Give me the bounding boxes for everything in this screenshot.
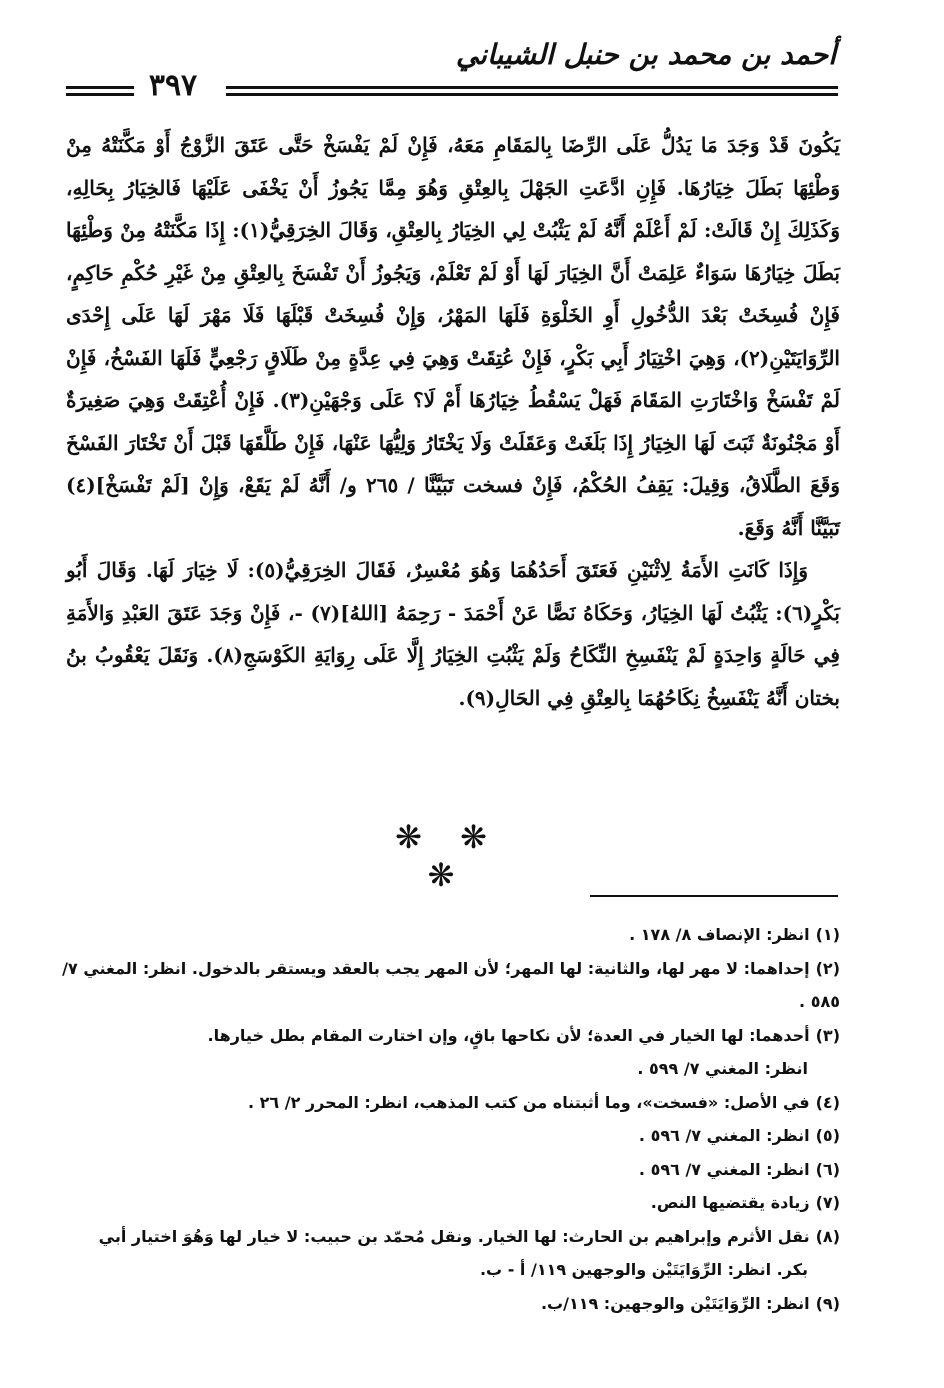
footnote	[60, 1086, 840, 1120]
footnote-number: (٨)	[815, 1226, 840, 1246]
footnote-text: في الأصل: «فسخت»، وما أثبتناه من كتب المذهب، انظر: المحرر ٢/ ٢٦ .	[247, 1092, 810, 1112]
footnote	[60, 1220, 840, 1287]
main-text	[66, 124, 840, 719]
footnote-continuation: بكر. انظر: الرِّوَايَتَيْن والوجهين ١١٩/ أ - ب.	[479, 1260, 808, 1279]
header-rule-left	[66, 86, 134, 100]
header-rule-right	[226, 86, 838, 100]
footnote	[60, 1186, 840, 1220]
footnote-number: (٩)	[815, 1293, 840, 1313]
footnote	[60, 1119, 840, 1153]
footnotes	[60, 918, 840, 1320]
footnote-number: (١)	[815, 925, 840, 944]
paragraph: وَإِذَا كَانَتِ الأَمَةُ لِاثْنَيْنِ فَعَتَقَ أَحَدُهُمَا وَهُوَ مُعْسِرٌ، فَقَالَ الخِرَقِيُّ(٥): لَا خِيَارَ لَهَا. وَقَالَ أَبُو بَكْرٍ(٦): يَثْبُتُ لَهَا الخِيَارُ، وَحَكَاهُ نَصًّا عَنْ أَحْمَدَ - رَحِمَهُ [اللهُ](٧) -، فَإِنْ وَجَدَ عَتَقَ العَبْدِ وَالأَمَةِ فِي حَالَةٍ وَاحِدَةٍ لَمْ يَنْفَسِخِ النِّكَاحُ وَلَمْ يَثْبُتِ الخِيَارُ إِلَّا عَلَى رِوَايَةِ الكَوْسَجِ(٨). وَنَقَلَ يَعْقُوبُ بنُ بختان أَنَّهُ يَنْفَسِخُ نِكَاحُهُمَا بِالعِتْقِ فِي الحَالِ(٩).	[66, 558, 840, 710]
running-title: أحمد بن محمد بن حنبل الشيباني	[455, 38, 836, 71]
footnote-continuation: انظر: المغني ٧/ ٥٩٩ .	[637, 1059, 808, 1078]
footnote-text: انظر: الإنصاف ٨/ ١٧٨ .	[629, 925, 810, 944]
footnote-text: انظر: الرِّوَايَتَيْن والوجهين: ١١٩/ب.	[540, 1293, 810, 1313]
footnote-number: (٧)	[815, 1193, 840, 1212]
footnote-text: زيادة يقتضيها النص.	[650, 1193, 810, 1212]
footnote-text: انظر: المغني ٧/ ٥٩٦ .	[638, 1126, 810, 1145]
footnote-number: (٦)	[815, 1159, 840, 1179]
footnote	[60, 1019, 840, 1086]
footnote-number: (٤)	[815, 1092, 840, 1112]
paragraph: يَكُونَ قَدْ وَجَدَ مَا يَدُلُّ عَلَى الرِّضَا بِالمَقَامِ مَعَهُ، فَإِنْ لَمْ يَفْسَخْ حَتَّى عَتَقَ الزَّوْجُ أَوْ مَكَّنَتْهُ مِنْ وَطْئِهَا بَطَلَ خِيَارُهَا. فَإِنِ ادَّعَتِ الجَهْلَ بِالعِتْقِ وَهُوَ مِمَّا يَجُوزُ أَنْ يَخْفَى عَلَيْهَا فَالخِيَارُ بِحَالِهِ، وَكَذَلِكَ إِنْ قَالَتْ: لَمْ أَعْلَمْ أَنَّهُ لَمْ يَثْبُتْ لِي الخِيَارُ بِالعِتْقِ، وَقَالَ الخِرَقِيُّ(١): إِذَا مَكَّنَتْهُ مِنْ وَطْئِهَا بَطَلَ خِيَارُهَا سَوَاءٌ عَلِمَتْ أَنَّ الخِيَارَ لَهَا أَوْ لَمْ تَعْلَمْ، وَيَجُوزُ أَنْ تَفْسَخَ بِالعِتْقِ مِنْ غَيْرِ حُكْمِ حَاكِمٍ، فَإِنْ فُسِخَتْ بَعْدَ الدُّخُولِ أَوِ الخَلْوَةِ فَلَهَا المَهْرُ، وَإِنْ فُسِخَتْ قَبْلَهَا فَلَا مَهْرَ لَهَا عَلَى إِحْدَى الرِّوَايَتَيْنِ(٢)، وَهِيَ اخْتِيَارُ أَبِي بَكْرٍ، فَإِنْ عُتِقَتْ وَهِيَ فِي عِدَّةٍ مِنْ طَلَاقٍ رَجْعِيٍّ فَلَهَا الفَسْخُ، فَإِنْ لَمْ تَفْسَخْ وَاخْتَارَتِ المَقَامَ فَهَلْ يَسْقُطُ خِيَارُهَا أَمْ لَا؟ عَلَى وَجْهَيْنِ(٣). فَإِنْ أُعْتِقَتْ وَهِيَ صَغِيرَةٌ أَوْ مَجْنُونَةٌ ثَبَتَ لَهَا الخِيَارُ إِذَا بَلَغَتْ وَعَقَلَتْ وَلَا يَخْتَارُ وَلِيُّهَا عَنْهَا، فَإِنْ طَلَّقَهَا قَبْلَ أَنْ تَخْتَارَ الفَسْخَ وَقَعَ الطَّلَاقُ، وَقِيلَ: يَقِفُ الحُكْمُ، فَإِنْ فسخت تَبَيَّنَّا / ٢٦٥ و/ أَنَّهُ لَمْ يَقَعْ، وَإِنْ [لَمْ تَفْسَخْ](٤) تَبَيَّنَّا أَنَّهُ وَقَعَ.	[66, 133, 840, 540]
footnote-number: (٥)	[815, 1126, 840, 1145]
footnote	[60, 952, 840, 1019]
section-separator: ❋ ❋ ❋	[395, 818, 501, 894]
footnote-text: أحدهما: لها الخيار في العدة؛ لأن نكاحها باقٍ، وإن اختارت المقام بطل خيارها.	[207, 1025, 810, 1045]
page-number: ٣٩٧	[148, 68, 198, 103]
footnote	[60, 1287, 840, 1321]
footnote-number: (٣)	[815, 1025, 840, 1045]
footnote	[60, 1153, 840, 1187]
footnote-text: نقل الأثرم وإبراهيم بن الحارث: لها الخيار. ونقل مُحمّد بن حبيب: لا خيار لها وَهُوَ اختيار أبي	[98, 1226, 810, 1246]
footnote-rule	[590, 895, 838, 897]
footnote-text: انظر: المغني ٧/ ٥٩٦ .	[638, 1159, 810, 1179]
footnote-number: (٢)	[815, 958, 840, 978]
footnote-text: إحداهما: لا مهر لها، والثانية: لها المهر؛ لأن المهر يجب بالعقد ويستقر بالدخول. انظر: المغني ٧/ ٥٨٥ .	[62, 958, 840, 1011]
footnote	[60, 918, 840, 952]
